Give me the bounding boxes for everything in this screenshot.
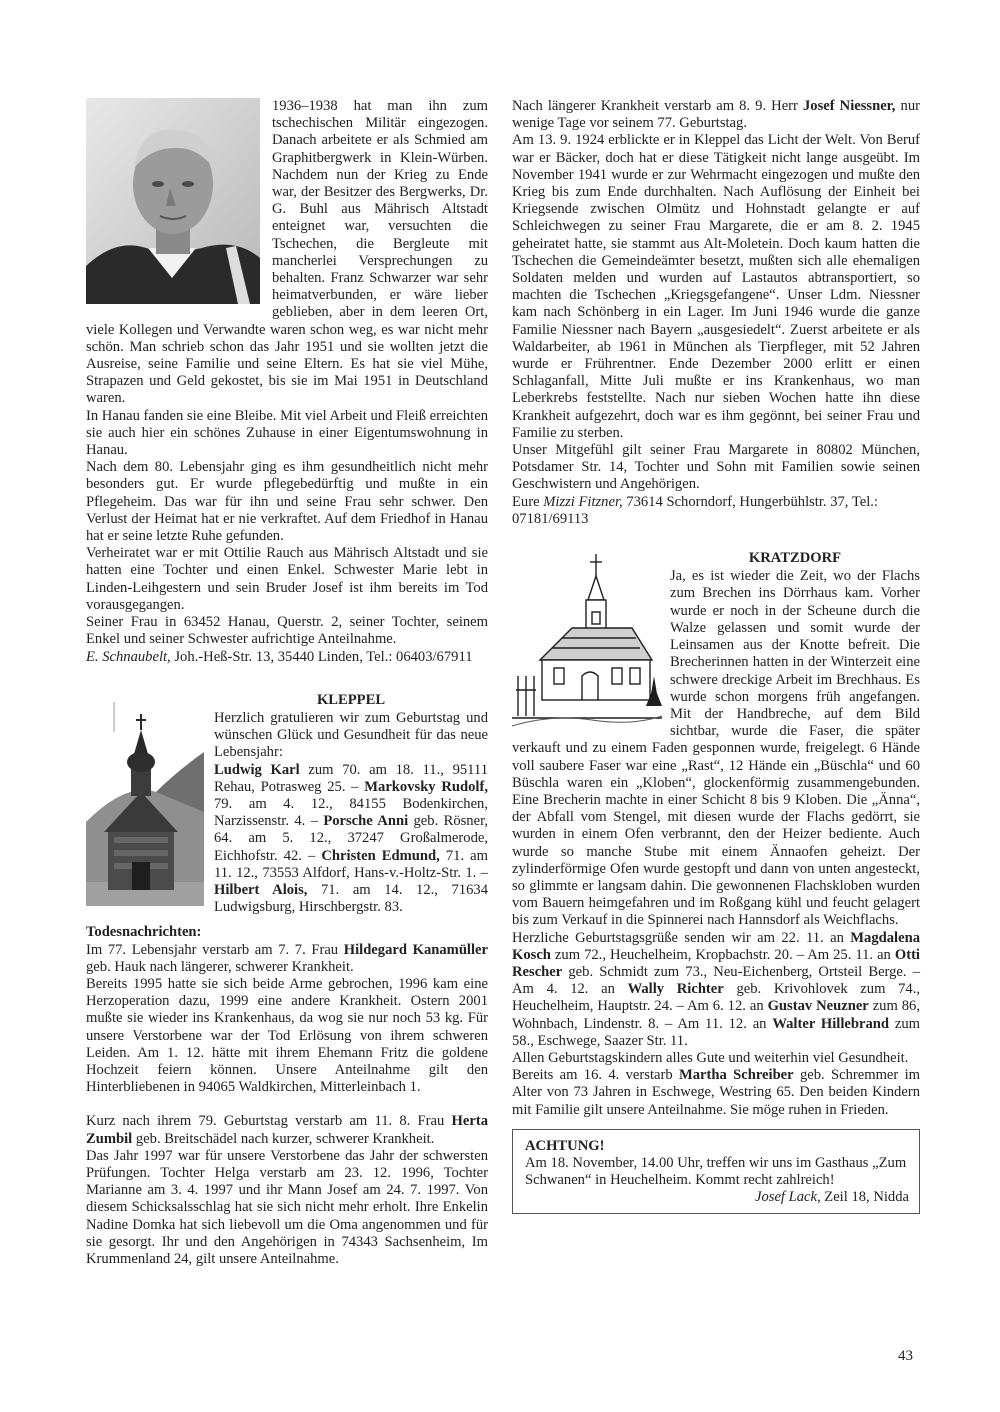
birthday-name: Magdalena Kosch — [512, 929, 920, 963]
deceased-name: Martha Schreiber — [678, 1067, 794, 1084]
birthday-name: Porsche Anni — [323, 813, 409, 830]
obit-paragraph-1: 1936–1938 hat man ihn zum tschechischen Militär eingezogen. Danach arbeitete er als Schmied am Graphitbergwerk in Klein-Würben. Nachdem nun der Krieg zu Ende war, der Besitzer des Bergwerks, Dr. G. Buhl aus Mährisch Altstadt enteignet war, versuchten die Tschechen, die Bergleute mit mancherlei Versprechungen zu behalten. Franz Schwarzer war sehr heimatverbunden, er wäre lieber geblieben, aber in dem leeren Ort, viele Kollegen und Verwandte waren schon weg, es war nicht mehr schön. Man schrieb schon das Jahr 1951 und sie wollten jetzt die Ausreise, seine Familie und seine Eltern. Es hat sie viel Mühe, Strapazen und Geld gekostet, bis sie im Mai 1951 in Deutschland waren. — [86, 98, 488, 407]
birthday-detail: 71. am 11. 12., 73553 Alfdorf, Hans-v.-Holtz-Str. 1. – — [214, 847, 488, 881]
death-notice-kanamueller-detail: Bereits 1995 hatte sie sich beide Arme gebrochen, 1996 kam eine Herzoperation dazu, 1999 eine andere Krankheit. Ostern 2001 mußte sie wieder ins Krankenhaus, da wog sie nur noch 53 kg. Für unsere Verstorbene war der Tod Erlösung von ihrem schweren Leiden. Am 1. 12. hätte mit ihrem Ehemann Fritz die goldene Hochzeit feiern können. Unsere Anteilnahme gilt den Hinterbliebenen in 94065 Waldkirchen, Mitterleinbach 1. — [86, 975, 488, 1096]
deceased-name: Herta Zumbil — [86, 1113, 488, 1147]
obit-signature — [86, 649, 488, 666]
notice-text: Kurz nach ihrem 79. Geburtstag verstarb am 11. 8. Frau — [86, 1113, 452, 1130]
signature-name: Mizzi Fitzner, — [543, 493, 623, 510]
birthday-detail: zum 72., Heuchelheim, Kropbachstr. 20. – Am 25. 11. an — [550, 946, 895, 963]
niessner-signature — [512, 494, 920, 528]
achtung-title: ACHTUNG! — [525, 1137, 605, 1154]
achtung-text: Am 18. November, 14.00 Uhr, treffen wir uns im Gasthaus „Zum Schwanen“ in Heuchelheim. Kommt recht zahlreich! — [525, 1154, 907, 1189]
birthday-detail: geb. Krivohlovek zum 74., Heuchelheim, Hauptstr. 24. – Am 6. 12. an — [512, 981, 920, 1015]
kleppel-section — [86, 692, 488, 917]
todesnachrichten-heading: Todesnachrichten: — [86, 924, 202, 941]
deceased-name: Hildegard Kanamüller — [343, 941, 488, 958]
birthday-detail: zum 70. am 18. 11., 95111 Rehau, Potrasweg 25. – — [214, 761, 488, 795]
page-number: 43 — [898, 1348, 913, 1364]
chapel-photo — [86, 692, 204, 906]
kratzdorf-section — [512, 550, 920, 1119]
kleppel-heading: KLEPPEL — [316, 691, 386, 708]
death-notice-schreiber — [512, 1067, 920, 1119]
signature-address: Joh.-Heß-Str. 13, 35440 Linden, Tel.: 06403/67911 — [170, 648, 473, 665]
birthday-detail: 79. am 4. 12., 84155 Bodenkirchen, Narzissenstr. 4. – — [214, 795, 488, 830]
birthday-name: Otti Rescher — [512, 946, 920, 980]
kratzdorf-flax-story: Ja, es ist wieder die Zeit, wo der Flachs zum Brechen ins Dörrhaus kam. Vorher wurde er noch in der Scheune durch die Walze gelassen und somit wurde der Leinsamen aus der Knotte befreit. Die Brecherinnen hatten in der Winterzeit eine schwere dreckige Arbeit im Brechhaus. Es wurde schon morgens früh angefangen. Mit der Handbreche, auf dem Bild sichtbar, wurde die Faser, die später verkauft und zu einem Faden gesponnen wurde, freigelegt. 6 Hände voll saubere Faser war eine „Rast“, 12 Hände ein „Büschla“ und 60 Büschla waren ein „Kloben“, glockenförmig zusammengebunden. Eine Brecherin machte in einer Schicht 8 bis 9 Kloben. Die „Änna“, der Abfall vom Stengel, mit diesen wurde der Flachs gedörrt, sie wurden in einem Ofen verbrannt, den der Heizer bediente. Auch wurde so manche Stube mit einem Ännaofen geheizt. Der zylinderförmige Ofen wurde gestopft und dann von unten angesteckt, so glimmte er langsam dahin. Die gewonnenen Flachskloben wurden vom Bauern heimgefahren und im Roßgang kühl und feucht gelagert bis zum Verkauf in die Spinnerei nach Hannsdorf als Weichflachs. — [512, 568, 920, 929]
signature-address: 73614 Schorndorf, Hungerbühlstr. 37, Tel.: 07181/69113 — [512, 493, 878, 527]
church-drawing — [512, 550, 662, 728]
achtung-signature — [525, 1189, 909, 1206]
obit-paragraph-4: Verheiratet war er mit Ottilie Rauch aus Mährisch Altstadt und sie hatten eine Tochter und einen Enkel. Schwester Marie lebt in Linden-Leihgestern und sein Bruder Josef ist ihm bereits im Tod vorausgegangen. — [86, 545, 488, 613]
birthday-detail: Herzliche Geburtstagsgrüße senden wir am 22. 11. an — [512, 929, 851, 946]
portrait-photo — [86, 98, 260, 304]
deceased-name: Josef Niessner, — [802, 98, 896, 114]
birthday-name: Markovsky Rudolf, — [364, 778, 488, 795]
kratzdorf-birthdays — [512, 930, 920, 1050]
kratzdorf-wishes: Allen Geburtstagskindern alles Gute und weiterhin viel Gesundheit. — [512, 1049, 909, 1066]
notice-text: geb. Hauk nach längerer, schwerer Krankheit. — [86, 958, 354, 975]
notice-text: nur wenige Tage vor seinem 77. Geburtstag. — [512, 98, 920, 132]
notice-text: Bereits am 16. 4. verstarb — [512, 1067, 679, 1084]
death-notice-niessner — [512, 98, 920, 132]
birthday-detail: geb. Rösner, 64. am 5. 12., 37247 Großalmerode, Eichhofstr. 42. – — [214, 813, 488, 864]
birthday-name: Wally Richter — [627, 981, 724, 998]
birthday-name: Hilbert Alois, — [214, 881, 308, 898]
niessner-condolence: Unser Mitgefühl gilt seiner Frau Margarete in 80802 München, Potsdamer Str. 14, Tochter und Sohn mit Familien sowie seinen Geschwistern und Angehörigen. — [512, 442, 920, 493]
achtung-notice-box — [512, 1129, 920, 1214]
notice-text: Im 77. Lebensjahr verstarb am 7. 7. Frau — [86, 941, 344, 958]
notice-text: geb. Breitschädel nach kurzer, schwerer Krankheit. — [132, 1130, 435, 1147]
birthday-detail: zum 86, Wohnbach, Lindenstr. 8. – Am 11. 12. an — [512, 998, 921, 1032]
obit-paragraph-3: Nach dem 80. Lebensjahr ging es ihm gesundheitlich nicht mehr besonders gut. Er wurde pflegebedürftig und mußte in ein Pflegeheim. Das war für ihn und seine Frau sehr schwer. Den Verlust der Heimat hat er nie verkraftet. Auf dem Friedhof in Hanau hat er seine letzte Ruhe gefunden. — [86, 459, 488, 545]
left-column — [86, 98, 488, 1268]
signature-name: E. Schnaubelt, — [86, 648, 171, 665]
obit-paragraph-5: Seiner Frau in 63452 Hanau, Querstr. 2, seiner Tochter, seinem Enkel und seiner Schwester aufrichtige Anteilnahme. — [86, 614, 488, 648]
kratzdorf-heading: KRATZDORF — [748, 550, 842, 567]
death-notice-kanamueller — [86, 942, 488, 976]
niessner-biography: Am 13. 9. 1924 erblickte er in Kleppel das Licht der Welt. Von Beruf war er Bäcker, doch hat er diese Tätigkeit nicht lange ausgeübt. Im November 1941 wurde er zur Wehrmacht eingezogen und mußte den Krieg bis zum Ende durchhalten. Nach Auflösung der Einheit bei Kriegsende zwischen Olmütz und Hohnstadt gelangte er auf Schleichwegen zu seiner Frau Margarete, die er am 8. 2. 1945 geheiratet hatte, sie stammt aus Alt-Moletein. Doch kaum hatten die Tschechen die Gemeindeämter besetzt, mußten sich alle ehemaligen Soldaten melden und wurden auf Lastautos abtransportiert, so machten die Tschechen „Kriegsgefangene“. Unser Ldm. Niessner kam nach Schönberg in ein Lager. Im Juni 1946 wurde die ganze Familie Niessner nach Bayern „ausgesiedelt“. Zuerst arbeitete er als Waldarbeiter, ab 1961 in München als Tierpfleger, mit 52 Jahren wurde er Frührentner. Ende Dezember 2000 erlitt er einen Schlaganfall, Mitte Juli mußte er ins Krankenhaus, wo man Leberkrebs feststellte. Nach nur sieben Wochen hatte ihn diese Krankheit aufgezehrt, doch war es ihm gegönnt, bei seiner Frau und Familie zu sterben. — [512, 132, 920, 441]
birthday-detail: zum 58., Eschwege, Saazer Str. 11. — [512, 1015, 920, 1049]
notice-text: Nach längerer Krankheit verstarb am 8. 9. Herr — [512, 98, 803, 114]
signature-address: Zeil 18, Nidda — [820, 1189, 909, 1206]
obit-paragraph-2: In Hanau fanden sie eine Bleibe. Mit viel Arbeit und Fleiß erreichten sie auch hier ein schönes Zuhause in einer Eigentumswohnung in Hanau. — [86, 407, 489, 459]
birthday-name: Walter Hillebrand — [772, 1015, 890, 1032]
birthday-name: Gustav Neuzner — [767, 998, 869, 1015]
birthday-name: Christen Edmund, — [321, 847, 440, 864]
signature-name: Josef Lack, — [754, 1189, 821, 1206]
death-notice-zumbil — [86, 1113, 488, 1147]
kleppel-intro: Herzlich gratulieren wir zum Geburtstag und wünschen Glück und Gesundheit für das neue Lebensjahr: — [214, 709, 488, 761]
birthday-detail: 71. am 14. 12., 71634 Ludwigsburg, Hirschbergstr. 83. — [214, 881, 488, 916]
notice-text: geb. Schremmer im Alter von 73 Jahren in Eschwege, Westring 65. Den beiden Kindern mit Familie gilt unsere Anteilnahme. Sie möge ruhen in Frieden. — [512, 1067, 920, 1118]
birthday-detail: geb. Schmidt zum 73., Neu-Eichenberg, Ortsteil Berge. – Am 4. 12. an — [512, 963, 920, 998]
right-column — [512, 98, 920, 1214]
death-notice-zumbil-detail: Das Jahr 1997 war für unsere Verstorbene das Jahr der schwersten Prüfungen. Tochter Helga verstarb am 23. 12. 1996, Tochter Marianne am 3. 4. 1997 und ihr Mann Josef am 24. 7. 1997. Von diesem Schicksalsschlag hat sie sich nicht mehr erholt. Ihre Enkelin Nadine Domka hat sich liebevoll um die Oma angenommen und für sie gesorgt. Ihr und den Angehörigen in 74343 Sachsenheim, Im Krummenland 24, gilt unsere Anteilnahme. — [86, 1147, 488, 1267]
signature-prefix: Eure — [512, 493, 544, 510]
birthday-name: Ludwig Karl — [214, 761, 300, 778]
